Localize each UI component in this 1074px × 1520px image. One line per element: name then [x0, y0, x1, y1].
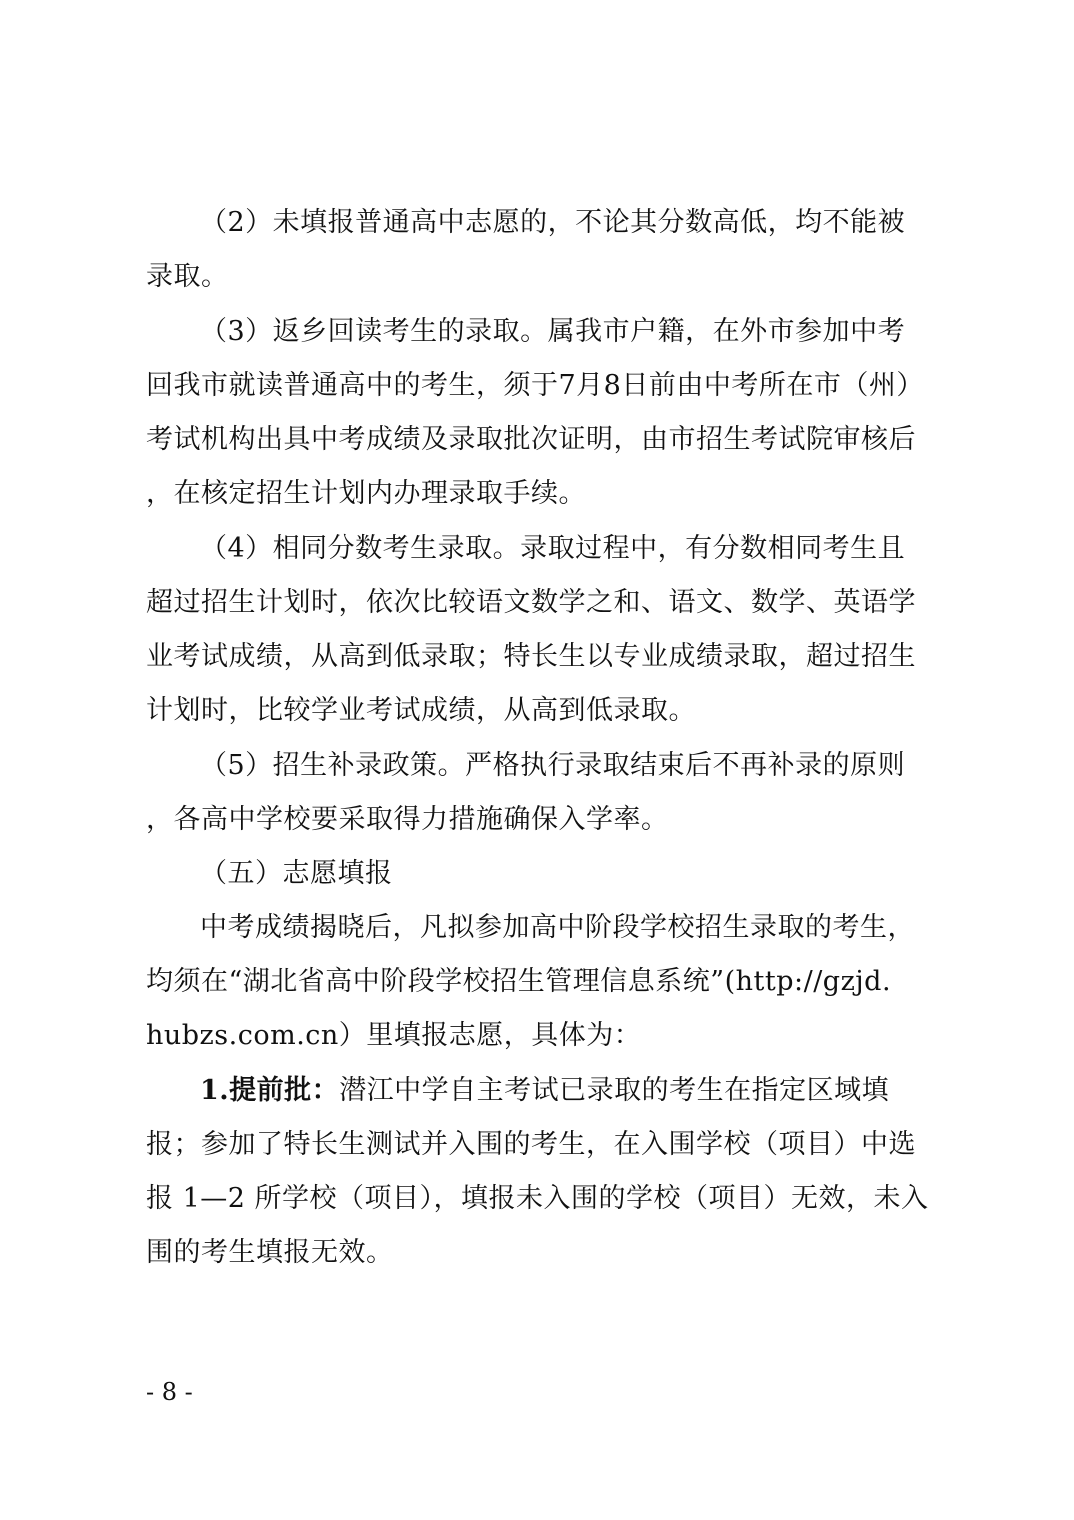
- text-line: 超过招生计划时，依次比较语文数学之和、语文、数学、英语学: [146, 587, 916, 618]
- page-number: - 8 -: [146, 1378, 193, 1406]
- text-line: 围的考生填报无效。: [146, 1237, 394, 1268]
- text-line: ，各高中学校要采取得力措施确保入学率。: [146, 804, 669, 835]
- text-line: （3）返乡回读考生的录取。属我市户籍，在外市参加中考: [200, 316, 906, 347]
- text-line: 录取。: [146, 261, 229, 292]
- text-line: 报 1—2 所学校（项目），填报未入围的学校（项目）无效，未入: [146, 1183, 929, 1214]
- text-line: （5）招生补录政策。严格执行录取结束后不再补录的原则: [200, 750, 906, 781]
- section-heading: （五）志愿填报: [200, 858, 393, 889]
- text-line: ，在核定招生计划内办理录取手续。: [146, 478, 586, 509]
- text-line: 计划时，比较学业考试成绩，从高到低录取。: [146, 695, 696, 726]
- text-line: （2）未填报普通高中志愿的，不论其分数高低，均不能被: [200, 207, 906, 238]
- text-line: 中考成绩揭晓后，凡拟参加高中阶段学校招生录取的考生，: [200, 912, 915, 943]
- text-line: 均须在“湖北省高中阶段学校招生管理信息系统”(http://gzjd.: [146, 966, 892, 997]
- text-line: 回我市就读普通高中的考生，须于7月8日前由中考所在市（州）: [146, 370, 924, 401]
- text-line: 报；参加了特长生测试并入围的考生，在入围学校（项目）中选: [146, 1129, 916, 1160]
- text-span: 潜江中学自主考试已录取的考生在指定区域填: [339, 1075, 890, 1106]
- text-line: （4）相同分数考生录取。录取过程中，有分数相同考生且: [200, 533, 906, 564]
- text-line: [200, 1073, 1000, 1109]
- text-line: 业考试成绩，从高到低录取；特长生以专业成绩录取，超过招生: [146, 641, 916, 672]
- text-line: hubzs.com.cn）里填报志愿，具体为：: [146, 1020, 642, 1051]
- bold-label: 1.提前批：: [200, 1075, 340, 1106]
- text-line: 考试机构出具中考成绩及录取批次证明，由市招生考试院审核后: [146, 424, 916, 455]
